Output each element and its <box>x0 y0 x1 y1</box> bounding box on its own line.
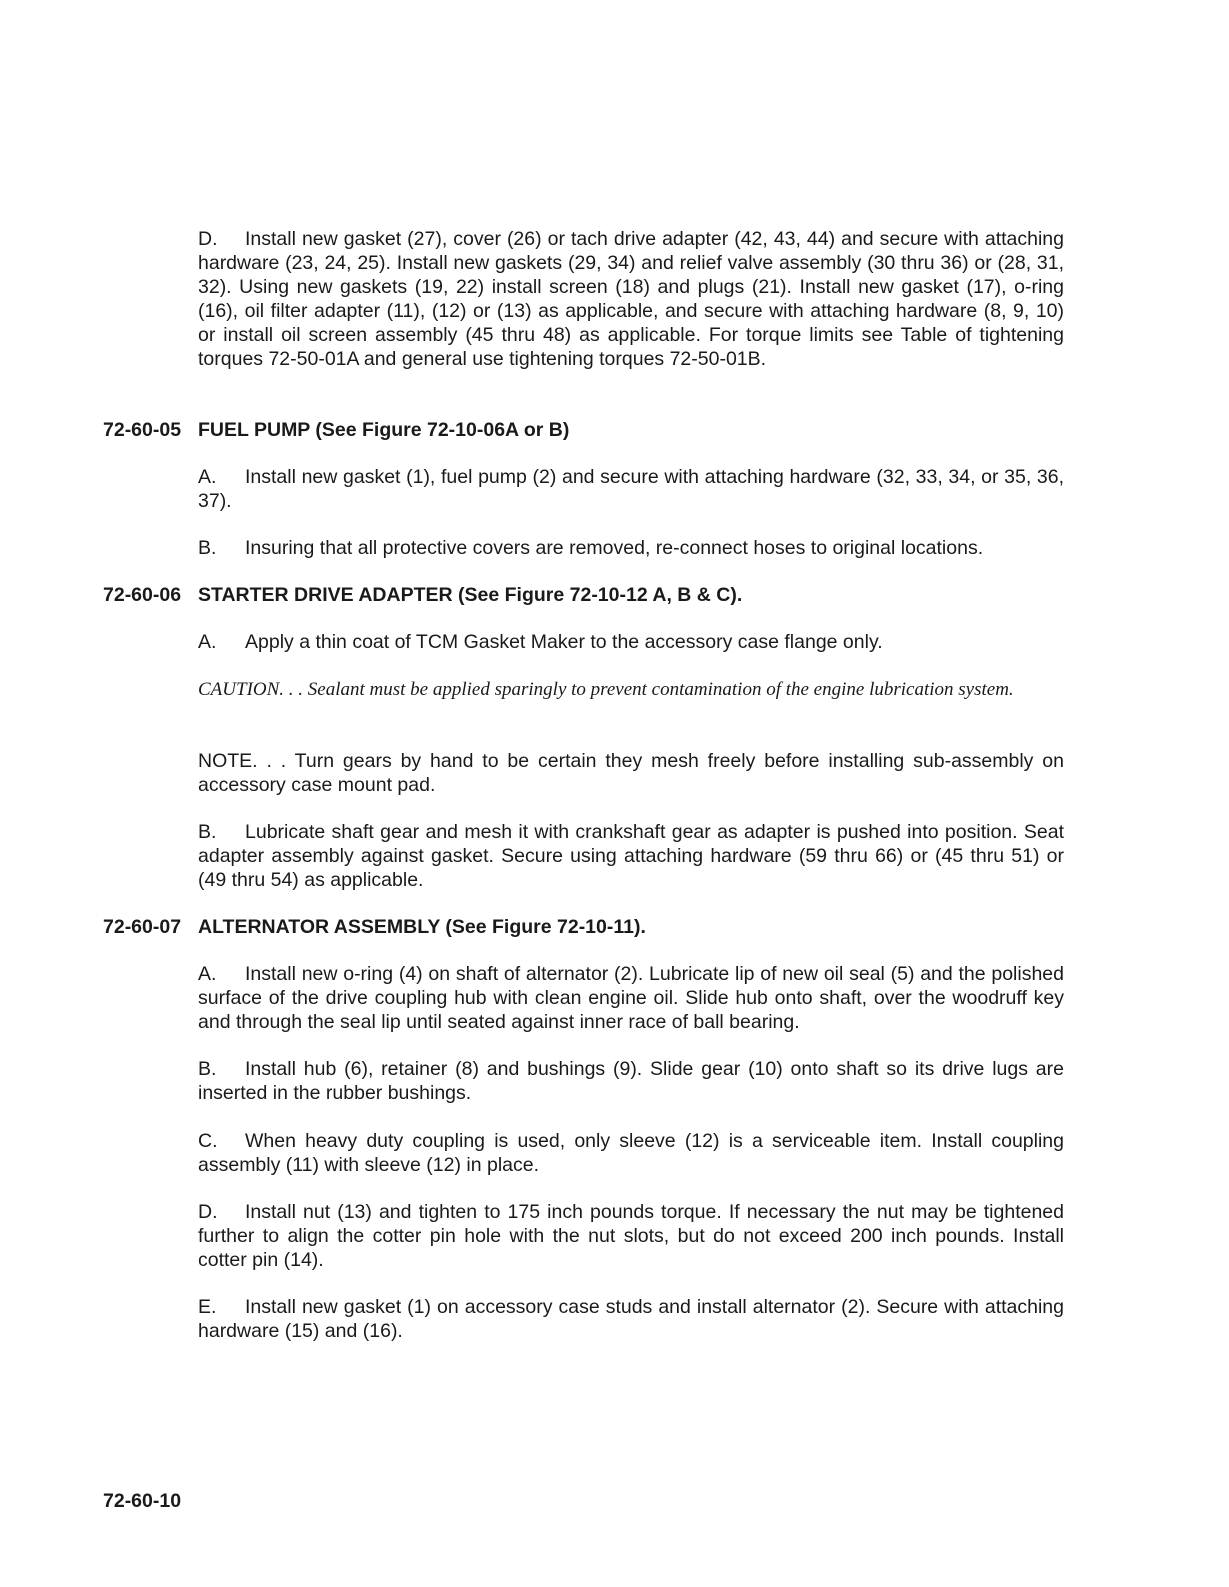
item-letter: B. <box>198 821 217 843</box>
item-letter: B. <box>198 1058 217 1080</box>
paragraph-d-oil-filter <box>198 227 1064 371</box>
section-number: 72-60-05 <box>103 419 182 441</box>
paragraph-alternator-c <box>198 1129 1064 1177</box>
note-text: NOTE. . . Turn gears by hand to be certain they mesh freely before installing sub-assembly on accessory case mount pad. <box>198 750 1064 796</box>
item-letter: B. <box>198 537 217 559</box>
item-text: When heavy duty coupling is used, only sleeve (12) is a serviceable item. Install coupling assembly (11) with sleeve (12) in place. <box>198 1130 1064 1176</box>
item-text: Insuring that all protective covers are removed, re-connect hoses to original locations. <box>245 537 984 559</box>
paragraph-alternator-b <box>198 1057 1064 1105</box>
section-heading-starter-drive-adapter <box>103 583 742 607</box>
item-letter: A. <box>198 631 217 653</box>
paragraph-alternator-a <box>198 962 1064 1034</box>
note-paragraph <box>198 749 1064 797</box>
paragraph-alternator-e <box>198 1295 1064 1343</box>
page-number: 72-60-10 <box>103 1490 182 1512</box>
section-heading-fuel-pump <box>103 418 569 442</box>
paragraph-starter-b <box>198 820 1064 892</box>
item-text: Install new gasket (1) on accessory case studs and install alternator (2). Secure with attaching hardware (15) and (16). <box>198 1296 1064 1342</box>
paragraph-fuel-pump-a <box>198 465 1064 513</box>
section-number: 72-60-07 <box>103 916 182 938</box>
item-text: Install new o-ring (4) on shaft of alternator (2). Lubricate lip of new oil seal (5) and the polished surface of the drive coupling hub with clean engine oil. Slide hub onto shaft, over the woodruff key and through the seal lip until seated against inner race of ball bearing. <box>198 963 1064 1033</box>
caution-text: CAUTION. . . Sealant must be applied sparingly to prevent contamination of the engine lubrication system. <box>198 679 1014 700</box>
section-title: ALTERNATOR ASSEMBLY (See Figure 72-10-11). <box>198 916 646 938</box>
item-text: Install new gasket (27), cover (26) or tach drive adapter (42, 43, 44) and secure with attaching hardware (23, 24, 25). Install new gaskets (29, 34) and relief valve assembly (30 thru 36) or (28, 31, 32). Using new gaskets (19, 22) install screen (18) and plugs (21). Install new gasket (17), o-ring (16), oil filter adapter (11), (12) or (13) as applicable, and secure with attaching hardware (8, 9, 10) or install oil screen assembly (45 thru 48) as applicable. For torque limits see Table of tightening torques 72-50-01A and general use tightening torques 72-50-01B. <box>198 228 1064 370</box>
section-title: FUEL PUMP (See Figure 72-10-06A or B) <box>198 419 570 441</box>
section-title: STARTER DRIVE ADAPTER (See Figure 72-10-12 A, B & C). <box>198 584 743 606</box>
caution-note <box>198 678 1064 702</box>
item-letter: D. <box>198 1201 218 1223</box>
item-text: Lubricate shaft gear and mesh it with crankshaft gear as adapter is pushed into position. Seat adapter assembly against gasket. Secure using attaching hardware (59 thru 66) or (45 thru 51) or (49 thru 54) as applicable. <box>198 821 1064 891</box>
section-heading-alternator-assembly <box>103 915 646 939</box>
paragraph-alternator-d <box>198 1200 1064 1272</box>
item-text: Install hub (6), retainer (8) and bushings (9). Slide gear (10) onto shaft so its drive lugs are inserted in the rubber bushings. <box>198 1058 1064 1104</box>
item-letter: A. <box>198 963 217 985</box>
paragraph-fuel-pump-b <box>198 536 1064 560</box>
item-text: Apply a thin coat of TCM Gasket Maker to the accessory case flange only. <box>245 631 883 653</box>
paragraph-starter-a <box>198 630 1064 654</box>
item-letter: A. <box>198 466 217 488</box>
section-number: 72-60-06 <box>103 584 182 606</box>
item-text: Install new gasket (1), fuel pump (2) and secure with attaching hardware (32, 33, 34, or 35, 36, 37). <box>198 466 1064 512</box>
item-letter: C. <box>198 1130 218 1152</box>
item-letter: D. <box>198 228 218 250</box>
item-letter: E. <box>198 1296 217 1318</box>
item-text: Install nut (13) and tighten to 175 inch pounds torque. If necessary the nut may be tightened further to align the cotter pin hole with the nut slots, but do not exceed 200 inch pounds. Install cotter pin (14). <box>198 1201 1064 1271</box>
